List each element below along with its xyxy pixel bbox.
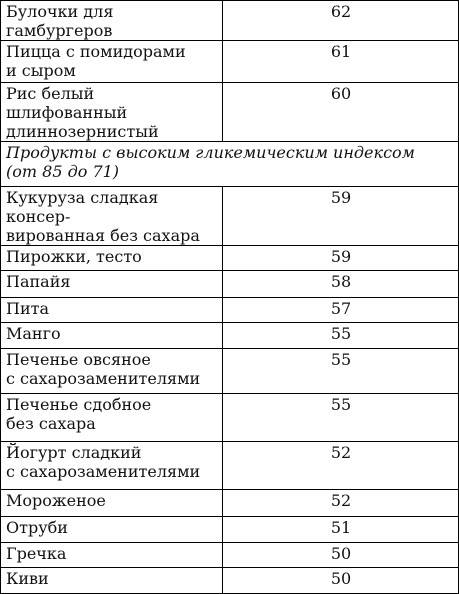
table-row [1, 1, 459, 41]
glycemic-index-value: 50 [223, 543, 459, 568]
glycemic-index-value: 57 [223, 298, 459, 323]
glycemic-index-value: 58 [223, 271, 459, 298]
table-row [1, 394, 459, 442]
glycemic-index-value: 62 [223, 1, 459, 41]
product-name-cell [1, 568, 223, 594]
product-name-line: Папайя [6, 272, 71, 291]
product-name-line: Киви [6, 569, 49, 588]
product-name-line: Булочки для гамбургеров [6, 2, 114, 40]
product-name-cell [1, 394, 223, 442]
product-name-line: Печенье сдобное [6, 395, 152, 414]
table-row [1, 271, 459, 298]
product-name-line: и сыром [6, 61, 76, 80]
product-name-line: Гречка [6, 544, 67, 563]
product-name-cell [1, 271, 223, 298]
product-name-line: Манго [6, 324, 61, 343]
product-name-line: Рис белый шлифованный [6, 84, 128, 122]
glycemic-index-value: 51 [223, 517, 459, 543]
glycemic-index-value: 60 [223, 83, 459, 142]
glycemic-index-value: 55 [223, 323, 459, 349]
table-row [1, 41, 459, 83]
product-name-cell [1, 83, 223, 142]
table-row [1, 298, 459, 323]
product-name-cell [1, 187, 223, 246]
product-name-line: без сахара [6, 414, 96, 433]
glycemic-index-value: 55 [223, 349, 459, 394]
table-row [1, 543, 459, 568]
product-name-cell [1, 298, 223, 323]
product-name-line: с сахарозаменителями [6, 369, 201, 388]
table-row [1, 490, 459, 517]
glycemic-index-value: 52 [223, 490, 459, 517]
product-name-line: Пицца с помидорами [6, 42, 186, 61]
product-name-cell [1, 41, 223, 83]
table-row [1, 349, 459, 394]
product-name-line: Йогурт сладкий [6, 443, 142, 462]
product-name-line: Пита [6, 299, 50, 318]
product-name-cell [1, 490, 223, 517]
product-name-cell [1, 543, 223, 568]
table-row [1, 442, 459, 490]
table-body [1, 1, 459, 594]
section-header-cell [1, 142, 459, 187]
section-header-line: (от 85 до 71) [6, 162, 120, 181]
product-name-line: с сахарозаменителями [6, 462, 201, 481]
product-name-cell [1, 517, 223, 543]
product-name-cell [1, 442, 223, 490]
glycemic-index-value: 61 [223, 41, 459, 83]
product-name-line: Печенье овсяное [6, 350, 151, 369]
table-row [1, 323, 459, 349]
glycemic-index-value: 55 [223, 394, 459, 442]
glycemic-index-value: 52 [223, 442, 459, 490]
product-name-line: длиннозернистый [6, 122, 159, 141]
table-row [1, 517, 459, 543]
table-row [1, 187, 459, 246]
glycemic-index-value: 59 [223, 246, 459, 271]
table-row [1, 246, 459, 271]
product-name-cell [1, 246, 223, 271]
product-name-line: Отруби [6, 518, 68, 537]
product-name-cell [1, 349, 223, 394]
product-name-cell [1, 323, 223, 349]
table-row [1, 83, 459, 142]
product-name-line: Мороженое [6, 491, 106, 510]
glycemic-index-value: 59 [223, 187, 459, 246]
product-name-cell [1, 1, 223, 41]
product-name-line: вированная без сахара [6, 226, 200, 245]
section-header-row [1, 142, 459, 187]
table-row [1, 568, 459, 594]
product-name-line: Кукуруза сладкая консер- [6, 188, 159, 226]
section-header-line: Продукты с высоким гликемическим индексом [6, 143, 415, 162]
glycemic-index-value: 50 [223, 568, 459, 594]
product-name-line: Пирожки, тесто [6, 247, 142, 266]
